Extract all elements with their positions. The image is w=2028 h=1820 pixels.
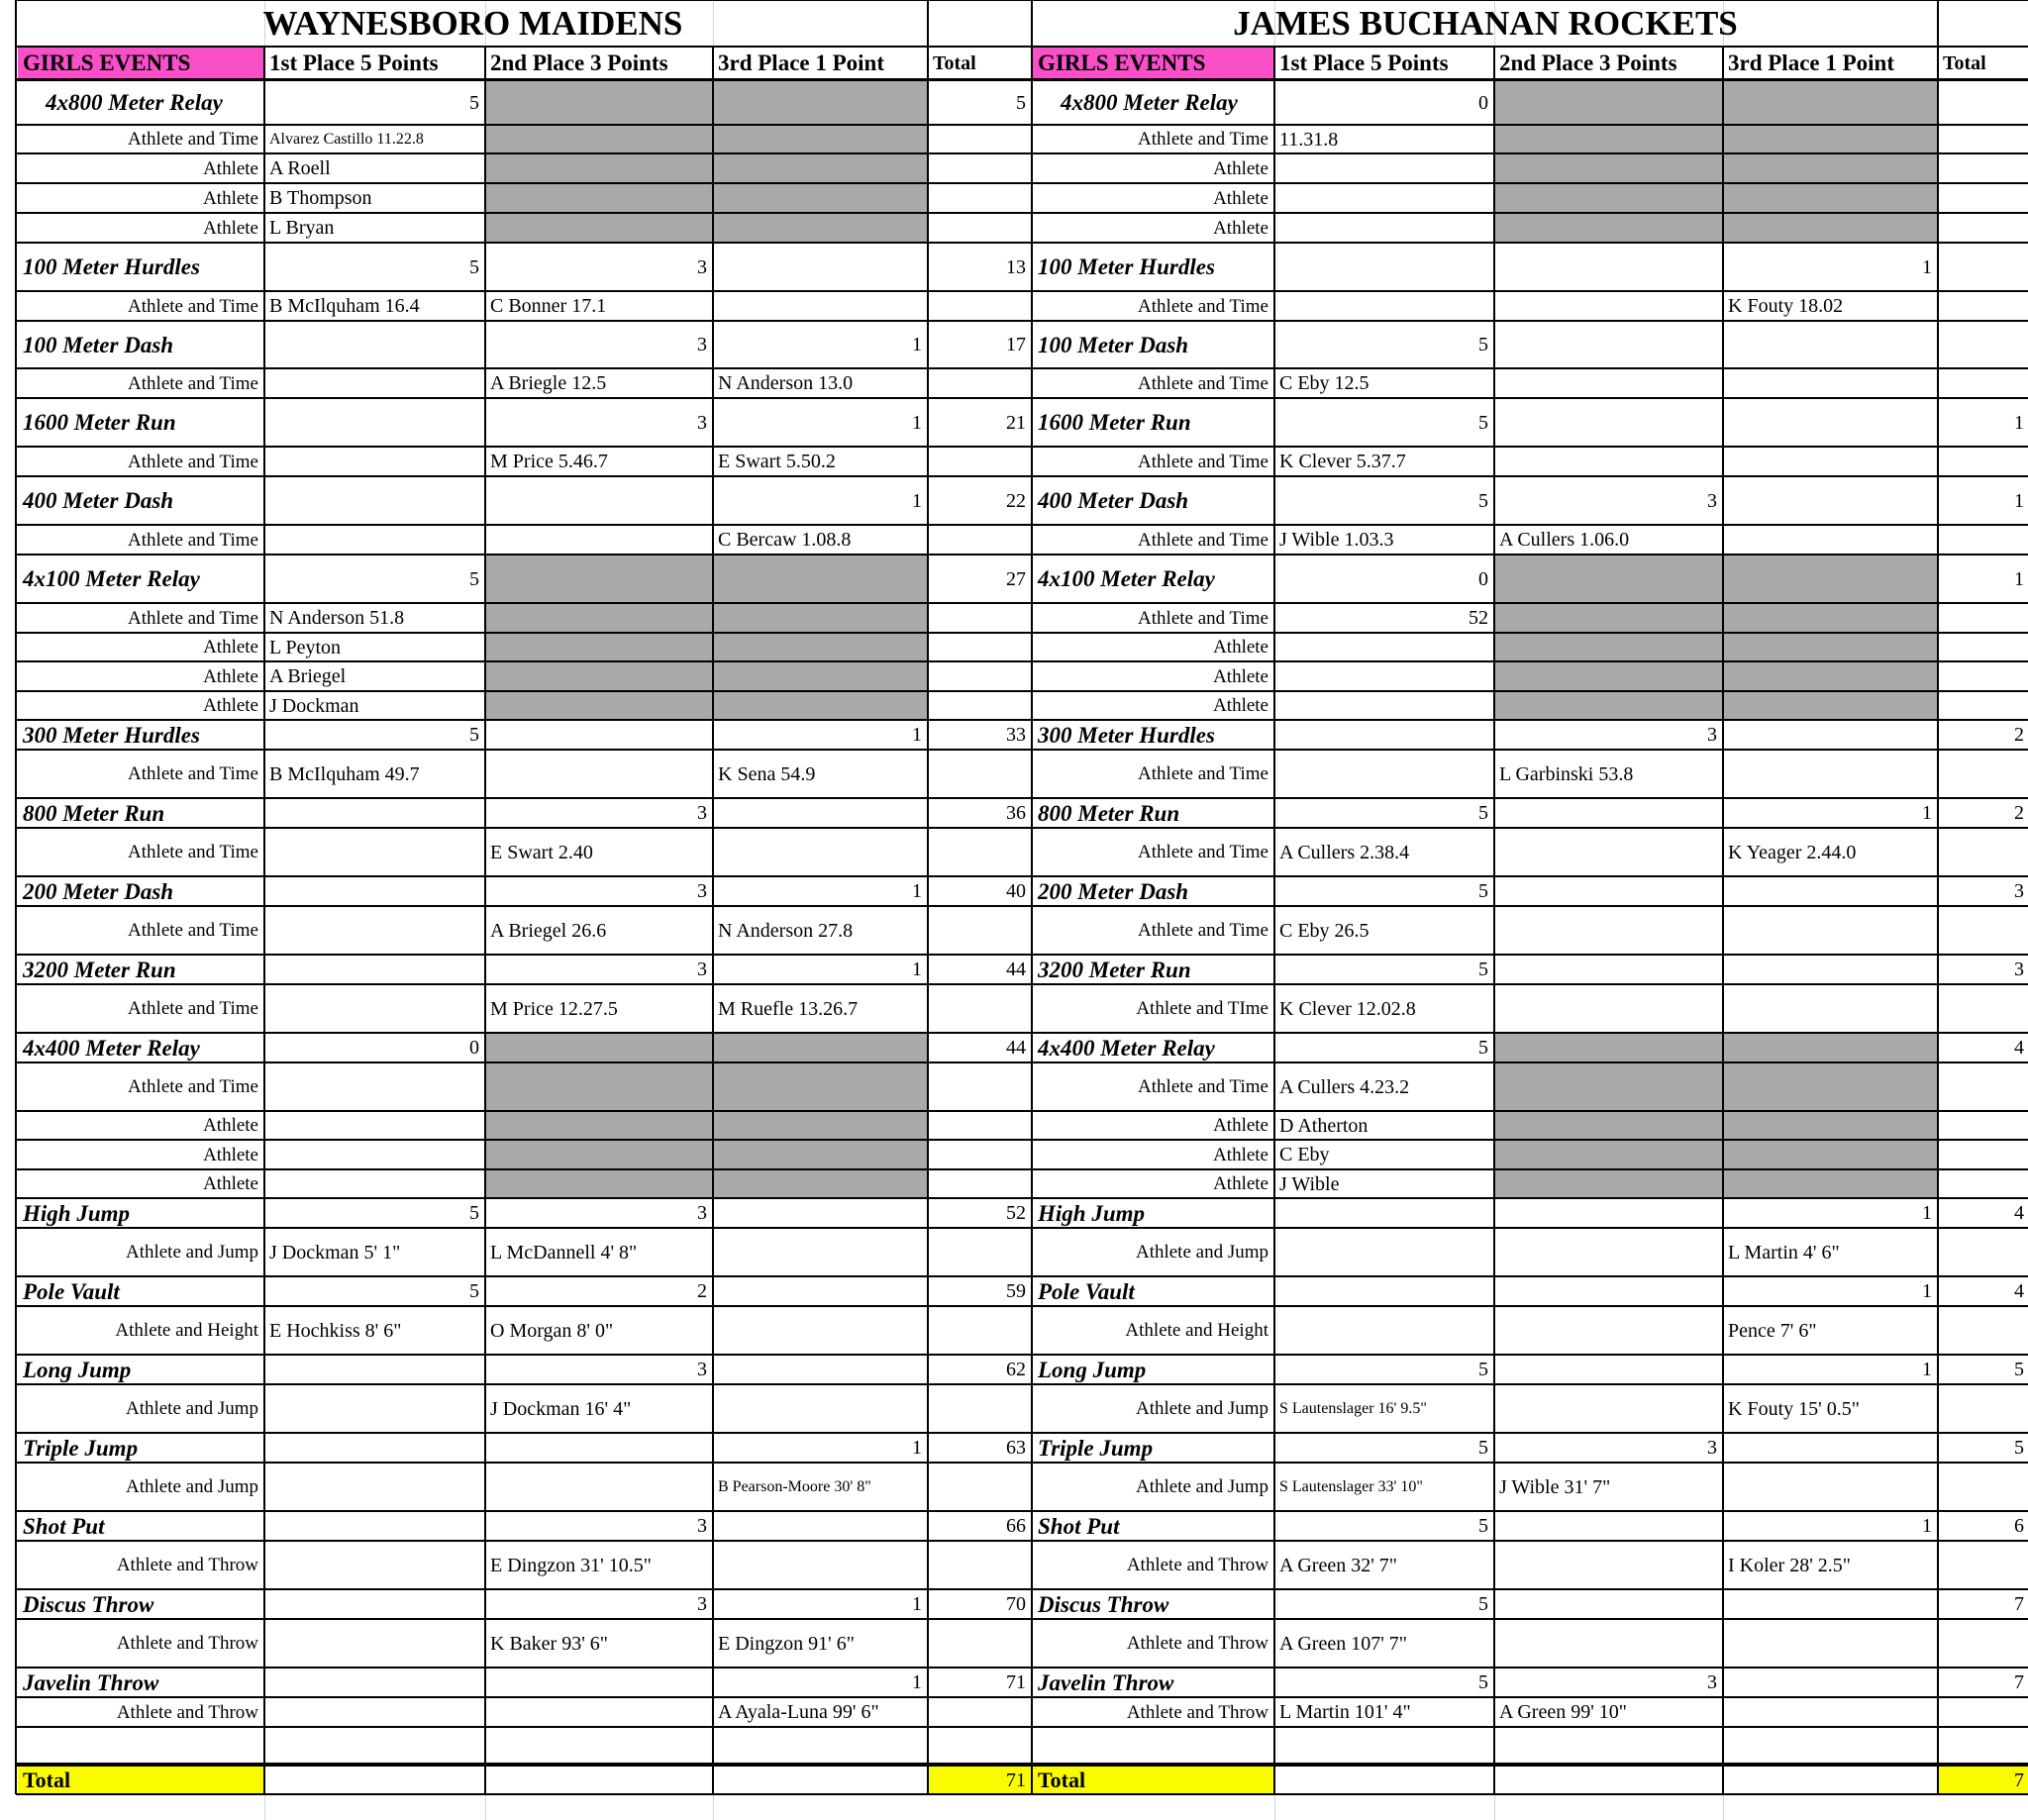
athlete-result: A Roell — [269, 157, 331, 179]
event-name: 100 Meter Dash — [23, 332, 174, 357]
athlete-result: A Green 107' 7" — [1279, 1632, 1407, 1655]
total-value: 7 — [2014, 1769, 2024, 1791]
category-header: GIRLS EVENTS — [23, 51, 191, 75]
athlete-label: Athlete and Time — [128, 295, 258, 317]
athlete-result: L Martin 101' 4" — [1279, 1701, 1411, 1723]
running-total: 1 — [2014, 489, 2024, 512]
running-total: 33 — [1006, 724, 1026, 746]
athlete-label: Athlete and Time — [1138, 763, 1268, 784]
athlete-label: Athlete and Time — [128, 607, 258, 629]
col-second-place: 2nd Place 3 Points — [1499, 51, 1677, 75]
col-second-place: 2nd Place 3 Points — [490, 51, 668, 75]
athlete-result: M Price 5.46.7 — [490, 451, 608, 472]
points-value: 1 — [912, 334, 922, 355]
athlete-result: A Briegel — [269, 665, 347, 687]
running-total: 27 — [1006, 567, 1026, 590]
athlete-result: L Bryan — [269, 217, 335, 239]
athlete-result: A Briegel 26.6 — [490, 919, 607, 942]
athlete-result: E Swart 2.40 — [490, 841, 593, 863]
athlete-label: Athlete and Time — [1138, 920, 1268, 941]
running-total: 59 — [1006, 1280, 1026, 1302]
event-name: 400 Meter Dash — [23, 488, 174, 513]
athlete-label: Athlete — [1213, 157, 1268, 179]
running-total: 44 — [1006, 1037, 1026, 1059]
points-value: 3 — [1707, 489, 1717, 512]
athlete-label: Athlete and Time — [1138, 842, 1268, 862]
athlete-label: Athlete and Height — [1125, 1320, 1268, 1341]
points-value: 3 — [697, 411, 707, 434]
athlete-result: B McIlquham 16.4 — [269, 295, 420, 317]
event-name: 4x400 Meter Relay — [1038, 1035, 1215, 1061]
event-name: Shot Put — [1038, 1513, 1120, 1539]
athlete-label: Athlete — [203, 637, 258, 657]
points-value: 5 — [1478, 880, 1488, 902]
blocked-cells — [1494, 1033, 1938, 1198]
athlete-result: J Dockman 5' 1" — [269, 1241, 401, 1264]
event-name: Discus Throw — [23, 1591, 154, 1617]
athlete-result: K Yeager 2.44.0 — [1728, 841, 1857, 863]
athlete-result: A Cullers 2.38.4 — [1279, 841, 1410, 863]
athlete-label: Athlete and Time — [1138, 129, 1268, 150]
running-total: 40 — [1006, 880, 1026, 902]
event-name: Pole Vault — [23, 1278, 120, 1304]
athlete-label: Athlete and Jump — [1135, 1398, 1268, 1419]
athlete-label: Athlete and Time — [128, 920, 258, 941]
points-value: 5 — [1478, 1671, 1488, 1693]
running-total: 36 — [1006, 802, 1026, 824]
points-value: 3 — [697, 255, 707, 278]
event-name: 100 Meter Dash — [1038, 332, 1189, 357]
event-name: 3200 Meter Run — [23, 957, 176, 982]
col-first-place: 1st Place 5 Points — [269, 51, 439, 75]
points-value: 5 — [469, 1280, 479, 1302]
athlete-label: Athlete — [203, 1173, 258, 1194]
event-name: 4x800 Meter Relay — [1061, 90, 1238, 115]
athlete-label: Athlete and Time — [1138, 295, 1268, 317]
points-value: 0 — [1478, 567, 1488, 590]
event-name: Triple Jump — [23, 1435, 139, 1461]
points-value: 3 — [1707, 724, 1717, 746]
points-value: 5 — [469, 255, 479, 278]
running-total: 70 — [1006, 1593, 1026, 1615]
event-name: 3200 Meter Run — [1038, 957, 1191, 982]
event-name: High Jump — [1038, 1200, 1146, 1226]
athlete-label: Athlete and Time — [128, 451, 258, 472]
running-total: 62 — [1006, 1359, 1026, 1380]
athlete-label: Athlete — [203, 1115, 258, 1136]
athlete-result: J Wible 1.03.3 — [1279, 529, 1394, 551]
points-value: 52 — [1469, 607, 1488, 629]
points-value: 5 — [469, 724, 479, 746]
running-total: 13 — [1006, 255, 1026, 278]
total-label: Total — [23, 1767, 71, 1792]
athlete-label: Athlete — [203, 157, 258, 179]
athlete-result: B Pearson-Moore 30' 8" — [718, 1477, 871, 1495]
athlete-result: K Fouty 18.02 — [1728, 295, 1844, 317]
athlete-label: Athlete — [1213, 695, 1268, 716]
running-total: 6 — [2014, 1515, 2024, 1537]
athlete-label: Athlete and Time — [1138, 1076, 1268, 1097]
points-value: 1 — [912, 411, 922, 434]
points-value: 5 — [469, 1202, 479, 1224]
athlete-label: Athlete and Time — [1138, 372, 1268, 394]
points-value: 3 — [697, 334, 707, 355]
athlete-result: K Baker 93' 6" — [490, 1632, 608, 1655]
athlete-label: Athlete and Throw — [116, 1701, 258, 1723]
athlete-result: A Briegle 12.5 — [490, 372, 607, 394]
points-value: 5 — [1478, 1037, 1488, 1059]
athlete-result: M Price 12.27.5 — [490, 997, 618, 1020]
grid-hline — [16, 1168, 2028, 1170]
athlete-result: A Cullers 4.23.2 — [1279, 1075, 1410, 1098]
event-name: 100 Meter Hurdles — [1038, 254, 1215, 279]
athlete-label: Athlete — [1213, 187, 1268, 209]
athlete-label: Athlete and Jump — [1135, 1476, 1268, 1497]
athlete-result: E Dingzon 91' 6" — [718, 1632, 855, 1655]
points-value: 1 — [912, 489, 922, 512]
grid-hline — [16, 1139, 2028, 1141]
athlete-result: C Eby 12.5 — [1279, 372, 1369, 394]
event-name: Shot Put — [23, 1513, 105, 1539]
athlete-label: Athlete and Time — [128, 842, 258, 862]
points-value: 1 — [1922, 255, 1932, 278]
grid-hline — [16, 1726, 2028, 1728]
athlete-label: Athlete — [1213, 1115, 1268, 1136]
running-total: 4 — [2014, 1037, 2024, 1059]
event-name: High Jump — [23, 1200, 131, 1226]
running-total: 3 — [2014, 959, 2024, 980]
points-value: 3 — [697, 1202, 707, 1224]
athlete-label: Athlete and Time — [128, 372, 258, 394]
athlete-label: Athlete and Jump — [125, 1476, 258, 1497]
athlete-label: Athlete and Throw — [1126, 1633, 1268, 1654]
points-value: 5 — [1478, 411, 1488, 434]
athlete-result: K Sena 54.9 — [718, 762, 816, 785]
blocked-cells — [485, 555, 928, 720]
points-value: 5 — [1478, 489, 1488, 512]
running-total: 63 — [1006, 1437, 1026, 1459]
athlete-label: Athlete and Time — [1138, 451, 1268, 472]
athlete-label: Athlete and Throw — [116, 1633, 258, 1654]
points-value: 5 — [1478, 959, 1488, 980]
category-header: GIRLS EVENTS — [1038, 51, 1206, 75]
athlete-label: Athlete and Time — [128, 763, 258, 784]
event-name: Long Jump — [1038, 1357, 1147, 1382]
athlete-result: D Atherton — [1279, 1114, 1369, 1137]
points-value: 5 — [1478, 334, 1488, 355]
event-name: Javelin Throw — [1038, 1669, 1174, 1695]
running-total: 1 — [2014, 411, 2024, 434]
points-value: 5 — [1478, 1593, 1488, 1615]
athlete-result: J Wible — [1279, 1172, 1340, 1195]
athlete-result: N Anderson 27.8 — [718, 919, 854, 942]
athlete-result: C Bercaw 1.08.8 — [718, 529, 852, 551]
running-total: 7 — [2014, 1593, 2024, 1615]
athlete-label: Athlete and Jump — [1135, 1242, 1268, 1263]
athlete-result: A Green 99' 10" — [1499, 1701, 1627, 1723]
event-name: 1600 Meter Run — [23, 410, 176, 435]
athlete-result: L Peyton — [269, 636, 342, 658]
athlete-label: Athlete and Throw — [116, 1555, 258, 1575]
running-total: 4 — [2014, 1202, 2024, 1224]
points-value: 5 — [469, 91, 479, 114]
event-name: 200 Meter Dash — [1038, 878, 1189, 904]
points-value: 3 — [697, 1359, 707, 1380]
team-title: WAYNESBORO MAIDENS — [262, 3, 683, 43]
points-value: 5 — [1478, 802, 1488, 824]
athlete-result: E Dingzon 31' 10.5" — [490, 1554, 652, 1576]
athlete-result: C Eby — [1279, 1144, 1330, 1165]
athlete-label: Athlete and Jump — [125, 1242, 258, 1263]
athlete-label: Athlete and Time — [128, 1076, 258, 1097]
event-name: 800 Meter Run — [23, 800, 165, 826]
athlete-label: Athlete — [203, 665, 258, 687]
running-total: 7 — [2014, 1671, 2024, 1693]
athlete-label: Athlete — [203, 695, 258, 716]
points-value: 3 — [1707, 1671, 1717, 1693]
running-total: 21 — [1006, 411, 1026, 434]
total-value: 71 — [1006, 1769, 1026, 1791]
athlete-result: J Dockman — [269, 694, 359, 717]
running-total: 5 — [1016, 91, 1026, 114]
athlete-label: Athlete and Height — [115, 1320, 258, 1341]
athlete-result: 11.31.8 — [1279, 128, 1339, 151]
points-value: 0 — [469, 1037, 479, 1059]
athlete-result: E Swart 5.50.2 — [718, 451, 836, 472]
points-value: 3 — [697, 880, 707, 902]
event-name: 4x400 Meter Relay — [23, 1035, 200, 1061]
event-name: 400 Meter Dash — [1038, 488, 1189, 513]
athlete-result: K Clever 5.37.7 — [1279, 451, 1406, 472]
event-name: 4x100 Meter Relay — [1038, 566, 1215, 591]
event-name: 200 Meter Dash — [23, 878, 174, 904]
athlete-result: L Garbinski 53.8 — [1499, 762, 1634, 785]
grid-hline — [16, 1110, 2028, 1112]
athlete-label: Athlete — [203, 217, 258, 239]
running-total: 44 — [1006, 959, 1026, 980]
athlete-label: Athlete — [1213, 1173, 1268, 1194]
points-value: 3 — [697, 1593, 707, 1615]
athlete-label: Athlete and Throw — [1126, 1701, 1268, 1723]
running-total: 5 — [2014, 1359, 2024, 1380]
total-label: Total — [1038, 1767, 1086, 1792]
athlete-result: A Cullers 1.06.0 — [1499, 529, 1630, 551]
event-name: 300 Meter Hurdles — [1038, 722, 1215, 748]
col-total: Total — [933, 51, 976, 74]
running-total: 4 — [2014, 1280, 2024, 1302]
points-value: 5 — [1478, 1437, 1488, 1459]
blocked-cells — [485, 1033, 928, 1198]
points-value: 3 — [1707, 1437, 1717, 1459]
points-value: 5 — [1478, 1359, 1488, 1380]
athlete-label: Athlete — [1213, 637, 1268, 657]
athlete-result: N Anderson 51.8 — [269, 607, 405, 629]
athlete-result: N Anderson 13.0 — [718, 372, 854, 394]
athlete-result: C Bonner 17.1 — [490, 295, 607, 317]
athlete-result: K Clever 12.02.8 — [1279, 997, 1416, 1020]
athlete-result: Pence 7' 6" — [1728, 1319, 1817, 1342]
points-value: 5 — [1478, 1515, 1488, 1537]
athlete-label: Athlete — [1213, 1144, 1268, 1165]
athlete-result: I Koler 28' 2.5" — [1728, 1554, 1851, 1576]
points-value: 1 — [912, 1437, 922, 1459]
points-value: 1 — [912, 1671, 922, 1693]
blocked-cells — [1494, 555, 1938, 720]
event-name: 4x800 Meter Relay — [46, 90, 223, 115]
points-value: 3 — [697, 959, 707, 980]
athlete-result: Alvarez Castillo 11.22.8 — [269, 130, 424, 148]
athlete-result: B Thompson — [269, 187, 372, 209]
athlete-label: Athlete and Time — [128, 529, 258, 551]
athlete-label: Athlete — [203, 187, 258, 209]
athlete-result: A Ayala-Luna 99' 6" — [718, 1701, 879, 1723]
athlete-result: E Hochkiss 8' 6" — [269, 1319, 402, 1342]
points-value: 1 — [912, 959, 922, 980]
points-value: 1 — [1922, 1359, 1932, 1380]
athlete-result: M Ruefle 13.26.7 — [718, 997, 859, 1020]
col-first-place: 1st Place 5 Points — [1279, 51, 1449, 75]
athlete-result: O Morgan 8' 0" — [490, 1319, 614, 1342]
col-total: Total — [1943, 51, 1986, 74]
athlete-result: K Fouty 15' 0.5" — [1728, 1397, 1860, 1420]
points-value: 2 — [697, 1280, 707, 1302]
running-total: 3 — [2014, 880, 2024, 902]
grid-vline — [15, 0, 17, 1794]
points-value: 0 — [1478, 91, 1488, 114]
points-value: 1 — [912, 880, 922, 902]
athlete-result: J Wible 31' 7" — [1499, 1475, 1611, 1498]
points-value: 5 — [469, 567, 479, 590]
running-total: 71 — [1006, 1671, 1026, 1693]
athlete-result: C Eby 26.5 — [1279, 919, 1369, 942]
athlete-result: S Lautenslager 33' 10" — [1279, 1477, 1423, 1495]
athlete-result: L McDannell 4' 8" — [490, 1241, 638, 1264]
running-total: 2 — [2014, 802, 2024, 824]
running-total: 2 — [2014, 724, 2024, 746]
athlete-label: Athlete — [1213, 217, 1268, 239]
event-name: Triple Jump — [1038, 1435, 1154, 1461]
running-total: 1 — [2014, 567, 2024, 590]
running-total: 5 — [2014, 1437, 2024, 1459]
blocked-cells — [485, 80, 928, 243]
athlete-result: A Green 32' 7" — [1279, 1554, 1397, 1576]
athlete-label: Athlete and Time — [1138, 607, 1268, 629]
points-value: 1 — [912, 724, 922, 746]
col-third-place: 3rd Place 1 Point — [718, 51, 884, 75]
event-name: 4x100 Meter Relay — [23, 566, 200, 591]
athlete-label: Athlete and Time — [128, 129, 258, 150]
running-total: 52 — [1006, 1202, 1026, 1224]
athlete-label: Athlete and Jump — [125, 1398, 258, 1419]
points-value: 3 — [697, 1515, 707, 1537]
points-value: 3 — [697, 802, 707, 824]
running-total: 66 — [1006, 1515, 1026, 1537]
team-title: JAMES BUCHANAN ROCKETS — [1233, 3, 1738, 43]
athlete-result: L Martin 4' 6" — [1728, 1241, 1840, 1264]
running-total: 17 — [1006, 334, 1026, 355]
points-value: 1 — [1922, 1202, 1932, 1224]
col-third-place: 3rd Place 1 Point — [1728, 51, 1894, 75]
running-total: 22 — [1006, 489, 1026, 512]
points-value: 1 — [912, 1593, 922, 1615]
event-name: Javelin Throw — [23, 1669, 159, 1695]
points-value: 1 — [1922, 1515, 1932, 1537]
athlete-label: Athlete and Time — [1138, 529, 1268, 551]
event-name: 100 Meter Hurdles — [23, 254, 200, 279]
athlete-label: Athlete — [1213, 665, 1268, 687]
event-name: 300 Meter Hurdles — [23, 722, 200, 748]
event-name: 1600 Meter Run — [1038, 410, 1191, 435]
athlete-result: S Lautenslager 16' 9.5" — [1279, 1399, 1427, 1417]
athlete-label: Athlete — [203, 1144, 258, 1165]
event-name: Pole Vault — [1038, 1278, 1135, 1304]
athlete-label: Athlete and Throw — [1126, 1555, 1268, 1575]
athlete-result: B McIlquham 49.7 — [269, 762, 420, 785]
points-value: 1 — [1922, 1280, 1932, 1302]
blocked-cells — [1494, 80, 1938, 243]
athlete-label: Athlete and TIme — [1136, 998, 1268, 1019]
event-name: 800 Meter Run — [1038, 800, 1180, 826]
points-value: 1 — [1922, 802, 1932, 824]
athlete-result: J Dockman 16' 4" — [490, 1397, 632, 1420]
event-name: Discus Throw — [1038, 1591, 1169, 1617]
athlete-label: Athlete and Time — [128, 998, 258, 1019]
event-name: Long Jump — [23, 1357, 132, 1382]
